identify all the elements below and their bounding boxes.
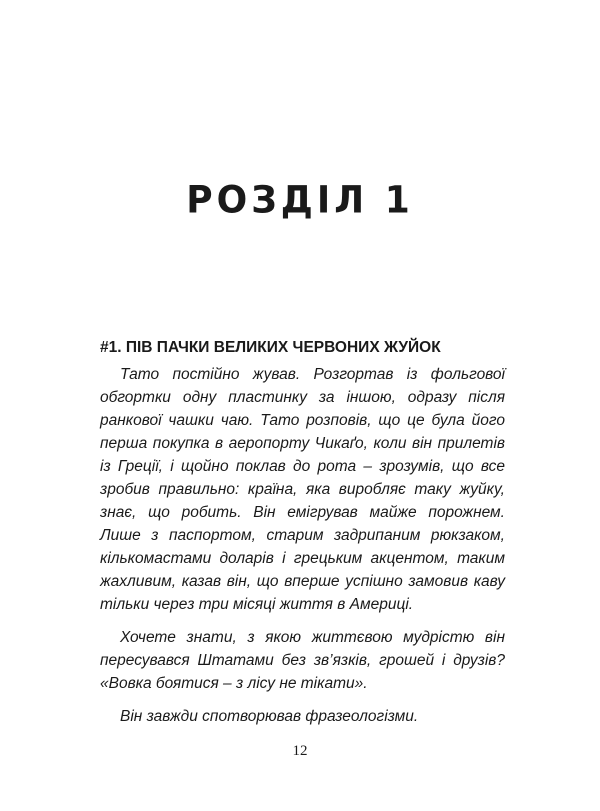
paragraph-1: Тато постійно жував. Розгортав із фольгової обгортки одну пластинку за іншою, одразу після ранкової чашки чаю. Тато розповів, що це була його перша покупка в аеропорту Чикаґо, коли він прилетів із Греції, і щойно поклав до рота – зрозумів, що все зробив правильно: країна, яка виробляє таку жуйку, знає, що робить. Він емігрував майже порожнем. Лише з паспортом, старим задрипаним рюкзаком, кількомастами доларів і грецьким акцентом, таким жахливим, казав він, що вперше успішно замовив каву тільки через три місяці життя в Америці. bbox=[100, 366, 505, 613]
paragraph-2: Хочете знати, з якою життєвою мудрістю він пересувався Штатами без зв’язків, грошей і друзів? «Вовка боятися – з лісу не тікати». bbox=[100, 629, 505, 692]
page-number: 12 bbox=[292, 743, 308, 759]
chapter-title: РОЗДІЛ 1 bbox=[186, 178, 414, 223]
section-heading: #1. ПІВ ПАЧКИ ВЕЛИКИХ ЧЕРВОНИХ ЖУЙОК bbox=[100, 339, 441, 356]
paragraph-3: Він завжди спотворював фразеологізми. bbox=[120, 708, 419, 725]
chapter-body bbox=[100, 337, 505, 728]
